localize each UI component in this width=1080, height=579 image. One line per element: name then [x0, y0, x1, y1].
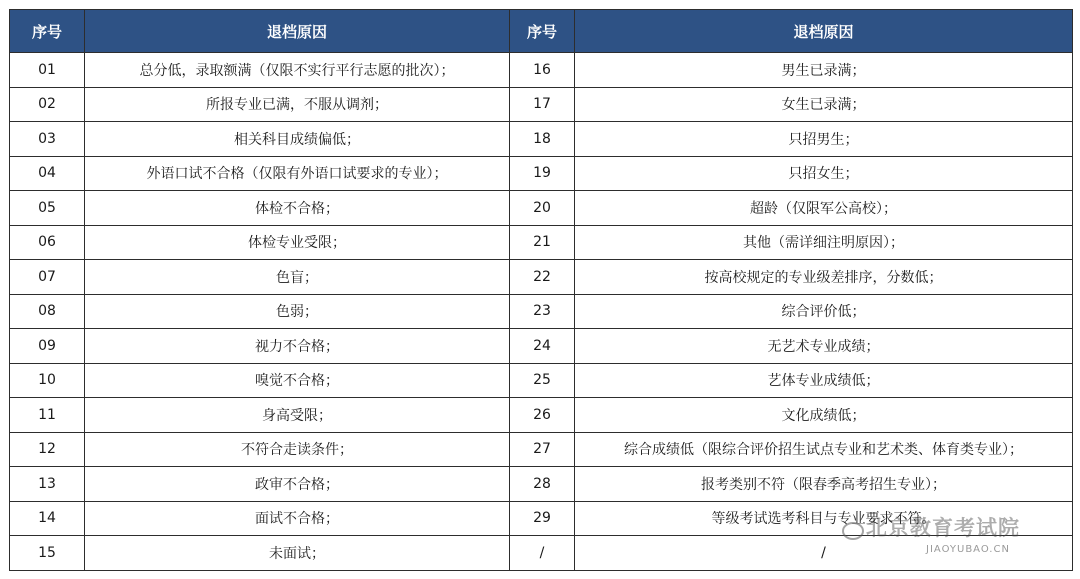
watermark-sub-text: JIAOYUBAO.CN — [926, 544, 1010, 555]
reason-right-cell: 综合评价低； — [575, 294, 1073, 329]
reason-left-cell: 视力不合格； — [85, 329, 510, 364]
reason-right-cell: / — [575, 536, 1073, 571]
reason-left-cell: 未面试； — [85, 536, 510, 571]
reason-left-cell: 身高受限； — [85, 398, 510, 433]
seq-left-cell: 09 — [10, 329, 85, 364]
table-row — [10, 87, 1073, 122]
seq-right-cell: 23 — [510, 294, 575, 329]
seq-left-cell: 02 — [10, 87, 85, 122]
reason-left-cell: 相关科目成绩偏低； — [85, 122, 510, 157]
reason-left-cell: 外语口试不合格（仅限有外语口试要求的专业）； — [85, 156, 510, 191]
reason-right-cell: 报考类别不符（限春季高考招生专业）； — [575, 467, 1073, 502]
table-row — [10, 536, 1073, 571]
seq-left-cell: 14 — [10, 501, 85, 536]
table-row — [10, 363, 1073, 398]
reason-right-cell: 综合成绩低（限综合评价招生试点专业和艺术类、体育类专业）； — [575, 432, 1073, 467]
header-reason-right: 退档原因 — [575, 10, 1073, 53]
seq-right-cell: 27 — [510, 432, 575, 467]
seq-left-cell: 07 — [10, 260, 85, 295]
seq-left-cell: 13 — [10, 467, 85, 502]
seq-left-cell: 10 — [10, 363, 85, 398]
seq-right-cell: 29 — [510, 501, 575, 536]
seq-right-cell: 16 — [510, 53, 575, 88]
reason-left-cell: 政审不合格； — [85, 467, 510, 502]
header-row — [10, 10, 1073, 53]
table-row — [10, 53, 1073, 88]
reason-left-cell: 总分低，录取额满（仅限不实行平行志愿的批次）； — [85, 53, 510, 88]
table-row — [10, 467, 1073, 502]
reason-right-cell: 只招女生； — [575, 156, 1073, 191]
reason-right-cell: 男生已录满； — [575, 53, 1073, 88]
table-row — [10, 260, 1073, 295]
seq-right-cell: 26 — [510, 398, 575, 433]
seq-right-cell: 17 — [510, 87, 575, 122]
table-row — [10, 432, 1073, 467]
seq-right-cell: 20 — [510, 191, 575, 226]
seq-right-cell: 18 — [510, 122, 575, 157]
return-reasons-table — [9, 9, 1073, 571]
reason-right-cell: 只招男生； — [575, 122, 1073, 157]
reason-left-cell: 所报专业已满，不服从调剂； — [85, 87, 510, 122]
reason-right-cell: 无艺术专业成绩； — [575, 329, 1073, 364]
reason-left-cell: 不符合走读条件； — [85, 432, 510, 467]
header-reason-left: 退档原因 — [85, 10, 510, 53]
seq-left-cell: 01 — [10, 53, 85, 88]
seq-right-cell: 21 — [510, 225, 575, 260]
reason-right-cell: 超龄（仅限军公高校）； — [575, 191, 1073, 226]
watermark-main-text: 北京教育考试院 — [866, 516, 1020, 540]
table-row — [10, 294, 1073, 329]
header-seq-left: 序号 — [10, 10, 85, 53]
reason-left-cell: 面试不合格； — [85, 501, 510, 536]
seq-right-cell: 24 — [510, 329, 575, 364]
table-row — [10, 191, 1073, 226]
seq-left-cell: 06 — [10, 225, 85, 260]
seq-left-cell: 08 — [10, 294, 85, 329]
table-row — [10, 501, 1073, 536]
seq-left-cell: 11 — [10, 398, 85, 433]
table-row — [10, 122, 1073, 157]
seq-right-cell: 25 — [510, 363, 575, 398]
table-row — [10, 225, 1073, 260]
table-header — [10, 10, 1073, 53]
table-body — [10, 53, 1073, 571]
reason-right-cell: 按高校规定的专业级差排序，分数低； — [575, 260, 1073, 295]
seq-left-cell: 15 — [10, 536, 85, 571]
reason-right-cell: 其他（需详细注明原因）； — [575, 225, 1073, 260]
reason-left-cell: 色弱； — [85, 294, 510, 329]
table-row — [10, 329, 1073, 364]
table-row — [10, 398, 1073, 433]
reason-left-cell: 体检不合格； — [85, 191, 510, 226]
seq-left-cell: 04 — [10, 156, 85, 191]
seq-right-cell: / — [510, 536, 575, 571]
reason-left-cell: 嗅觉不合格； — [85, 363, 510, 398]
seq-right-cell: 19 — [510, 156, 575, 191]
reason-right-cell: 文化成绩低； — [575, 398, 1073, 433]
seq-left-cell: 05 — [10, 191, 85, 226]
reason-right-cell: 女生已录满； — [575, 87, 1073, 122]
seq-right-cell: 22 — [510, 260, 575, 295]
seq-left-cell: 03 — [10, 122, 85, 157]
table-row — [10, 156, 1073, 191]
reason-left-cell: 体检专业受限； — [85, 225, 510, 260]
seq-right-cell: 28 — [510, 467, 575, 502]
seq-left-cell: 12 — [10, 432, 85, 467]
reason-right-cell: 等级考试选考科目与专业要求不符。 — [575, 501, 1073, 536]
reason-right-cell: 艺体专业成绩低； — [575, 363, 1073, 398]
reason-left-cell: 色盲； — [85, 260, 510, 295]
header-seq-right: 序号 — [510, 10, 575, 53]
